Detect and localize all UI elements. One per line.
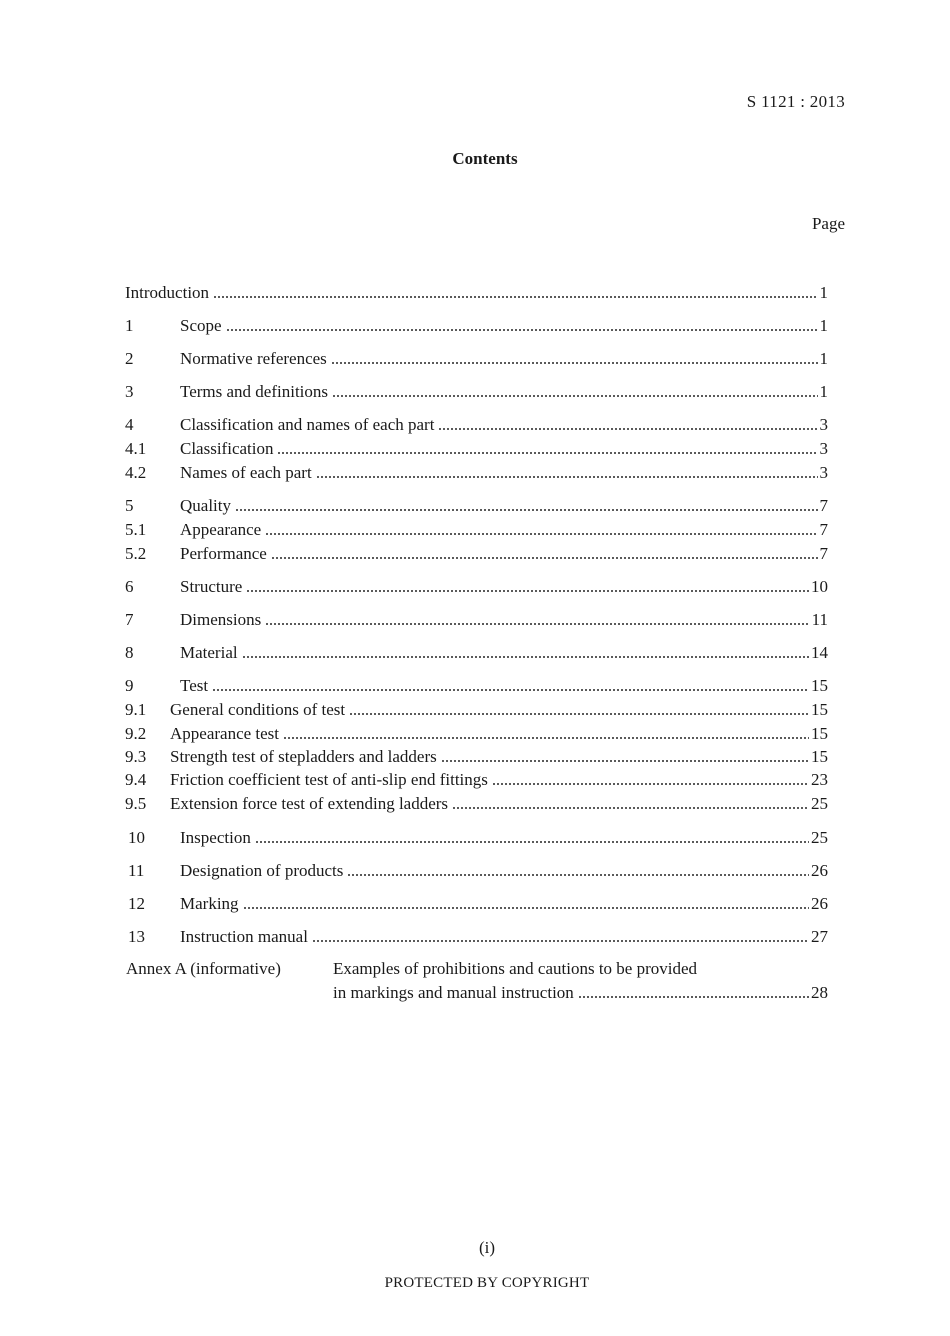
toc-entry bbox=[125, 415, 828, 435]
toc-entry-number: 9.1 bbox=[125, 700, 147, 719]
toc-entry-title: Classification bbox=[180, 439, 274, 458]
toc-entry bbox=[125, 927, 828, 947]
dot-leader bbox=[350, 700, 809, 720]
toc-entry-page: 26 bbox=[811, 894, 828, 913]
page-column-label: Page bbox=[811, 214, 845, 233]
toc-entry bbox=[125, 676, 828, 696]
toc-entry-page: 26 bbox=[811, 861, 828, 880]
toc-entry-page: 25 bbox=[811, 794, 828, 813]
toc-entry-title: Names of each part bbox=[180, 463, 312, 482]
toc-entry-page: 23 bbox=[811, 770, 828, 789]
dot-leader bbox=[266, 520, 817, 540]
toc-entry-page: 11 bbox=[811, 610, 828, 629]
dot-leader bbox=[313, 927, 809, 947]
dot-leader bbox=[284, 724, 809, 744]
footer-page-numeral: (i) bbox=[478, 1238, 496, 1257]
toc-entry-number: 6 bbox=[125, 577, 134, 596]
toc-entry-number: 1 bbox=[125, 316, 134, 335]
dot-leader bbox=[442, 747, 809, 767]
toc-entry-title: Appearance test bbox=[170, 724, 280, 743]
toc-entry bbox=[125, 724, 828, 744]
toc-entry bbox=[125, 828, 828, 848]
dot-leader bbox=[256, 828, 809, 848]
toc-entry bbox=[125, 463, 828, 483]
toc-entry-number: 10 bbox=[128, 828, 145, 847]
toc-entry-number: 11 bbox=[128, 861, 145, 880]
dot-leader bbox=[579, 983, 809, 1003]
toc-entry-title: Strength test of stepladders and ladders bbox=[170, 747, 437, 766]
dot-leader bbox=[243, 643, 809, 663]
toc-entry-page: 27 bbox=[811, 927, 828, 946]
toc-entry-number: 5.1 bbox=[125, 520, 147, 539]
toc-entry bbox=[125, 544, 828, 564]
toc-entry-number: 5 bbox=[125, 496, 134, 515]
toc-entry-title: Material bbox=[180, 643, 238, 662]
toc-entry-number: 13 bbox=[128, 927, 145, 946]
toc-entry-title: General conditions of test bbox=[170, 700, 346, 719]
dot-leader bbox=[214, 283, 817, 303]
toc-entry-title: Instruction manual bbox=[180, 927, 308, 946]
annex-entry bbox=[333, 983, 828, 1003]
annex-title-line-1: Examples of prohibitions and cautions to be provided bbox=[333, 959, 698, 978]
toc-entry bbox=[125, 643, 828, 663]
page-title: Contents bbox=[452, 149, 518, 168]
toc-entry-page: 15 bbox=[811, 700, 828, 719]
toc-entry-title: Normative references bbox=[180, 349, 327, 368]
toc-entry-title: Friction coefficient test of anti-slip end fittings bbox=[170, 770, 488, 789]
toc-entry-title: Quality bbox=[180, 496, 231, 515]
toc-entry-title: Structure bbox=[180, 577, 243, 596]
dot-leader bbox=[439, 415, 817, 435]
toc-entry-title: Designation of products bbox=[180, 861, 344, 880]
toc-entry-title: Extension force test of extending ladders bbox=[170, 794, 449, 813]
annex-label: Annex A (informative) bbox=[126, 959, 281, 978]
toc-entry-page: 25 bbox=[811, 828, 828, 847]
toc-entry-page: 7 bbox=[819, 544, 828, 563]
toc-entry-page: 1 bbox=[819, 382, 828, 401]
dot-leader bbox=[278, 439, 817, 459]
copyright-notice: PROTECTED BY COPYRIGHT bbox=[384, 1275, 590, 1291]
toc-entry-page: 15 bbox=[811, 676, 828, 695]
toc-entry bbox=[125, 577, 828, 597]
toc-entry-title: Scope bbox=[180, 316, 222, 335]
toc-entry-page: 7 bbox=[819, 520, 828, 539]
dot-leader bbox=[453, 794, 809, 814]
toc-entry-page: 1 bbox=[819, 283, 828, 302]
dot-leader bbox=[332, 349, 818, 369]
dot-leader bbox=[348, 861, 809, 881]
toc-entry-title: Marking bbox=[180, 894, 239, 913]
toc-entry-page: 3 bbox=[819, 439, 828, 458]
toc-entry-title: Performance bbox=[180, 544, 267, 563]
dot-leader bbox=[247, 577, 809, 597]
toc-entry-number: 3 bbox=[125, 382, 134, 401]
toc-entry bbox=[125, 700, 828, 720]
dot-leader bbox=[333, 382, 817, 402]
toc-entry-number: 5.2 bbox=[125, 544, 147, 563]
toc-entry-page: 3 bbox=[819, 463, 828, 482]
toc-entry-page: 15 bbox=[811, 747, 828, 766]
toc-entry-number: 8 bbox=[125, 643, 134, 662]
toc-entry-page: 1 bbox=[819, 349, 828, 368]
toc-entry-number: 9.3 bbox=[125, 747, 147, 766]
toc-entry bbox=[125, 610, 828, 630]
toc-entry-page: 3 bbox=[819, 415, 828, 434]
toc-entry bbox=[125, 794, 828, 814]
toc-entry bbox=[125, 770, 828, 790]
toc-entry bbox=[125, 496, 828, 516]
toc-entry-page: 15 bbox=[811, 724, 828, 743]
dot-leader bbox=[227, 316, 818, 336]
toc-entry-number: 4.2 bbox=[125, 463, 147, 482]
dot-leader bbox=[493, 770, 809, 790]
toc-entry-number: 9.5 bbox=[125, 794, 147, 813]
toc-entry bbox=[125, 283, 828, 303]
toc-entry bbox=[125, 747, 828, 767]
toc-entry-title: Introduction bbox=[125, 283, 210, 302]
toc-entry-title: Classification and names of each part bbox=[180, 415, 435, 434]
toc-entry bbox=[125, 520, 828, 540]
toc-entry-number: 9.4 bbox=[125, 770, 147, 789]
dot-leader bbox=[244, 894, 809, 914]
toc-entry-title: Appearance bbox=[180, 520, 262, 539]
toc-entry-number: 9 bbox=[125, 676, 134, 695]
dot-leader bbox=[213, 676, 809, 696]
toc-entry-number: 4.1 bbox=[125, 439, 147, 458]
annex-title-line-2: in markings and manual instruction bbox=[333, 983, 574, 1002]
toc-entry bbox=[125, 894, 828, 914]
toc-entry-number: 4 bbox=[125, 415, 134, 434]
dot-leader bbox=[236, 496, 818, 516]
toc-entry-title: Terms and definitions bbox=[180, 382, 329, 401]
toc-entry-page: 10 bbox=[811, 577, 828, 596]
toc-entry-page: 1 bbox=[819, 316, 828, 335]
dot-leader bbox=[317, 463, 818, 483]
toc-entry-number: 2 bbox=[125, 349, 134, 368]
toc-entry-page: 7 bbox=[819, 496, 828, 515]
toc-entry bbox=[125, 349, 828, 369]
document-id: S 1121 : 2013 bbox=[746, 92, 845, 111]
dot-leader bbox=[266, 610, 809, 630]
toc-entry-title: Test bbox=[180, 676, 209, 695]
toc-entry bbox=[125, 316, 828, 336]
toc-entry bbox=[125, 439, 828, 459]
toc-entry-title: Inspection bbox=[180, 828, 251, 847]
toc-entry-page: 14 bbox=[811, 643, 828, 662]
toc-entry bbox=[125, 382, 828, 402]
toc-entry-number: 9.2 bbox=[125, 724, 147, 743]
dot-leader bbox=[272, 544, 818, 564]
toc-entry-number: 12 bbox=[128, 894, 145, 913]
toc-entry-number: 7 bbox=[125, 610, 134, 629]
toc-entry bbox=[125, 861, 828, 881]
annex-page: 28 bbox=[811, 983, 828, 1002]
toc-entry-title: Dimensions bbox=[180, 610, 262, 629]
